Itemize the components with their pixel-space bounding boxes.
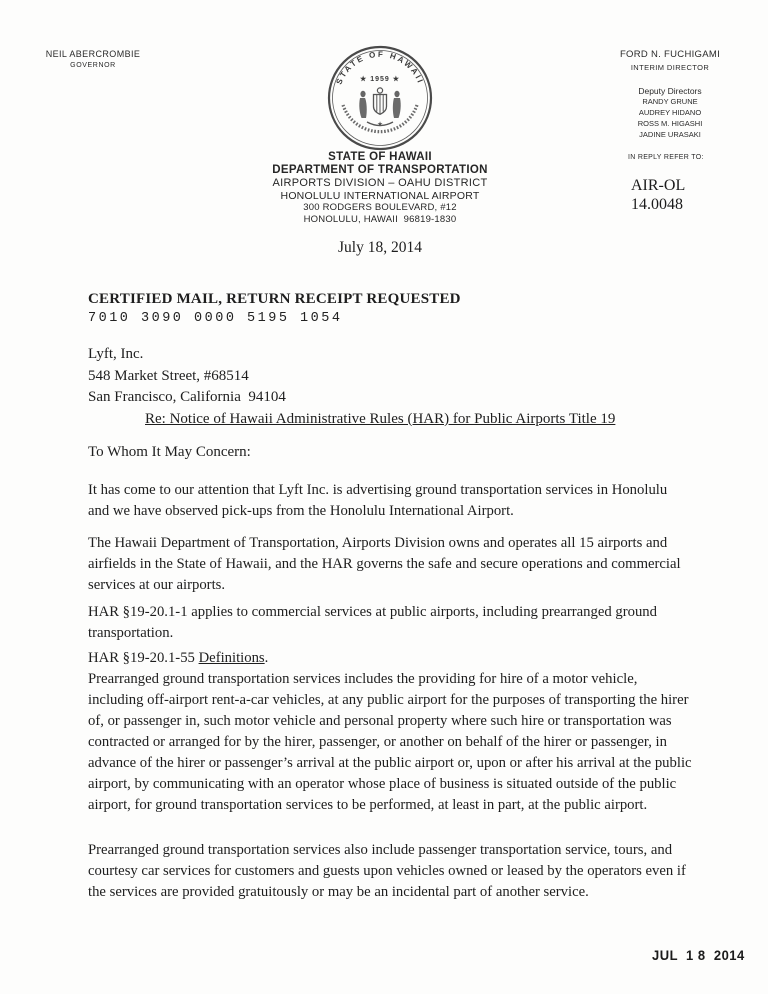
governor-name: NEIL ABERCROMBIE	[45, 49, 141, 59]
seal-graphic	[327, 45, 433, 151]
letterhead-division: AIRPORTS DIVISION – OAHU DISTRICT	[272, 177, 488, 189]
subject-line: Re: Notice of Hawaii Administrative Rules (HAR) for Public Airports Title 19	[145, 411, 616, 427]
svg-text:★: ★	[377, 121, 383, 128]
seal-coat-of-arms	[359, 88, 400, 128]
deputy-name: RANDY GRUNE	[642, 97, 698, 106]
closing-paragraph: Prearranged ground transportation services also include passenger transportation service, tours, and courtesy car services for customers and guests upon vehicles owned or leased by the operators even if the services are provided gratuitously or may be an incidental part of another service.	[88, 842, 686, 900]
deputy-name: ROSS M. HIGASHI	[637, 119, 703, 128]
deputy-name: JADINE URASAKI	[639, 130, 701, 139]
governor-block	[38, 49, 148, 69]
addressee-block	[88, 344, 286, 409]
paragraph: The Hawaii Department of Transportation, Airports Division owns and operates all 15 airports and airfields in the State of Hawaii, and the HAR governs the safe and secure operations and commercial services at our airports.	[88, 535, 681, 593]
letterhead-street: 300 RODGERS BOULEVARD, #12	[303, 202, 457, 213]
director-title: INTERIM DIRECTOR	[630, 63, 710, 72]
deputy-directors-heading: Deputy Directors	[638, 86, 702, 96]
tracking-number: 7010 3090 0000 5195 1054	[88, 311, 343, 326]
hawaii-state-seal-icon	[327, 45, 433, 151]
letterhead-city-zip: HONOLULU, HAWAII 96819-1830	[303, 213, 457, 225]
definitions-body: Prearranged ground transportation services includes the providing for hire of a motor vehicle, including off-airport rent-a-car vehicles, at any public airport for the purposes of transporting the hirer of, or passenger in, such motor vehicle and personal property where such hire or transportation was contracted or arranged for by the hirer, passenger, or another on behalf of the hirer or passenger, in advance of the hirer or passenger’s arrival at the public airport or, upon or after his arrival at the public airport, by communicating with an operator whose place of business is situated outside of the public airport, for ground transportation services to be performed, at least in part, at the public airport.	[88, 671, 692, 813]
addressee-street: 548 Market Street, #68514	[88, 367, 249, 384]
definitions-heading-period: .	[264, 650, 269, 666]
paragraph: HAR §19-20.1-1 applies to commercial services at public airports, including prearranged ground transportation.	[88, 604, 657, 641]
letter-date: July 18, 2014	[338, 239, 422, 256]
seal-year-text: ★ 1959 ★	[359, 76, 401, 83]
salutation: To Whom It May Concern:	[88, 444, 251, 460]
received-date-stamp: JUL 1 8 2014	[652, 947, 745, 964]
definitions-heading-prefix: HAR §19-20.1-55	[88, 650, 199, 666]
definitions-heading	[88, 648, 692, 669]
governor-title: GOVERNOR	[70, 62, 116, 69]
director-block	[600, 49, 740, 140]
seal-top-text: STATE OF HAWAII	[334, 49, 426, 86]
refer-code-line: AIR-OL	[631, 177, 686, 194]
refer-code-block	[631, 176, 685, 214]
definitions-paragraph	[88, 648, 692, 816]
letterhead-department: DEPARTMENT OF TRANSPORTATION	[272, 164, 488, 176]
paragraph: It has come to our attention that Lyft Inc. is advertising ground transportation services in Honolulu and we have observed pick-ups from the Honolulu International Airport.	[88, 482, 668, 519]
letterhead-airport: HONOLULU INTERNATIONAL AIRPORT	[280, 190, 480, 202]
refer-code-line: 14.0048	[631, 196, 683, 213]
certified-mail-line: CERTIFIED MAIL, RETURN RECEIPT REQUESTED	[88, 291, 461, 307]
deputy-name: AUDREY HIDANO	[638, 108, 702, 117]
addressee-name: Lyft, Inc.	[88, 346, 144, 362]
definitions-heading-term: Definitions	[198, 650, 265, 666]
letterhead-block	[180, 151, 580, 225]
reply-refer-label: IN REPLY REFER TO:	[628, 154, 704, 161]
letterhead-state: STATE OF HAWAII	[328, 151, 432, 163]
addressee-city: San Francisco, California 94104	[88, 389, 286, 405]
director-name: FORD N. FUCHIGAMI	[619, 49, 721, 60]
